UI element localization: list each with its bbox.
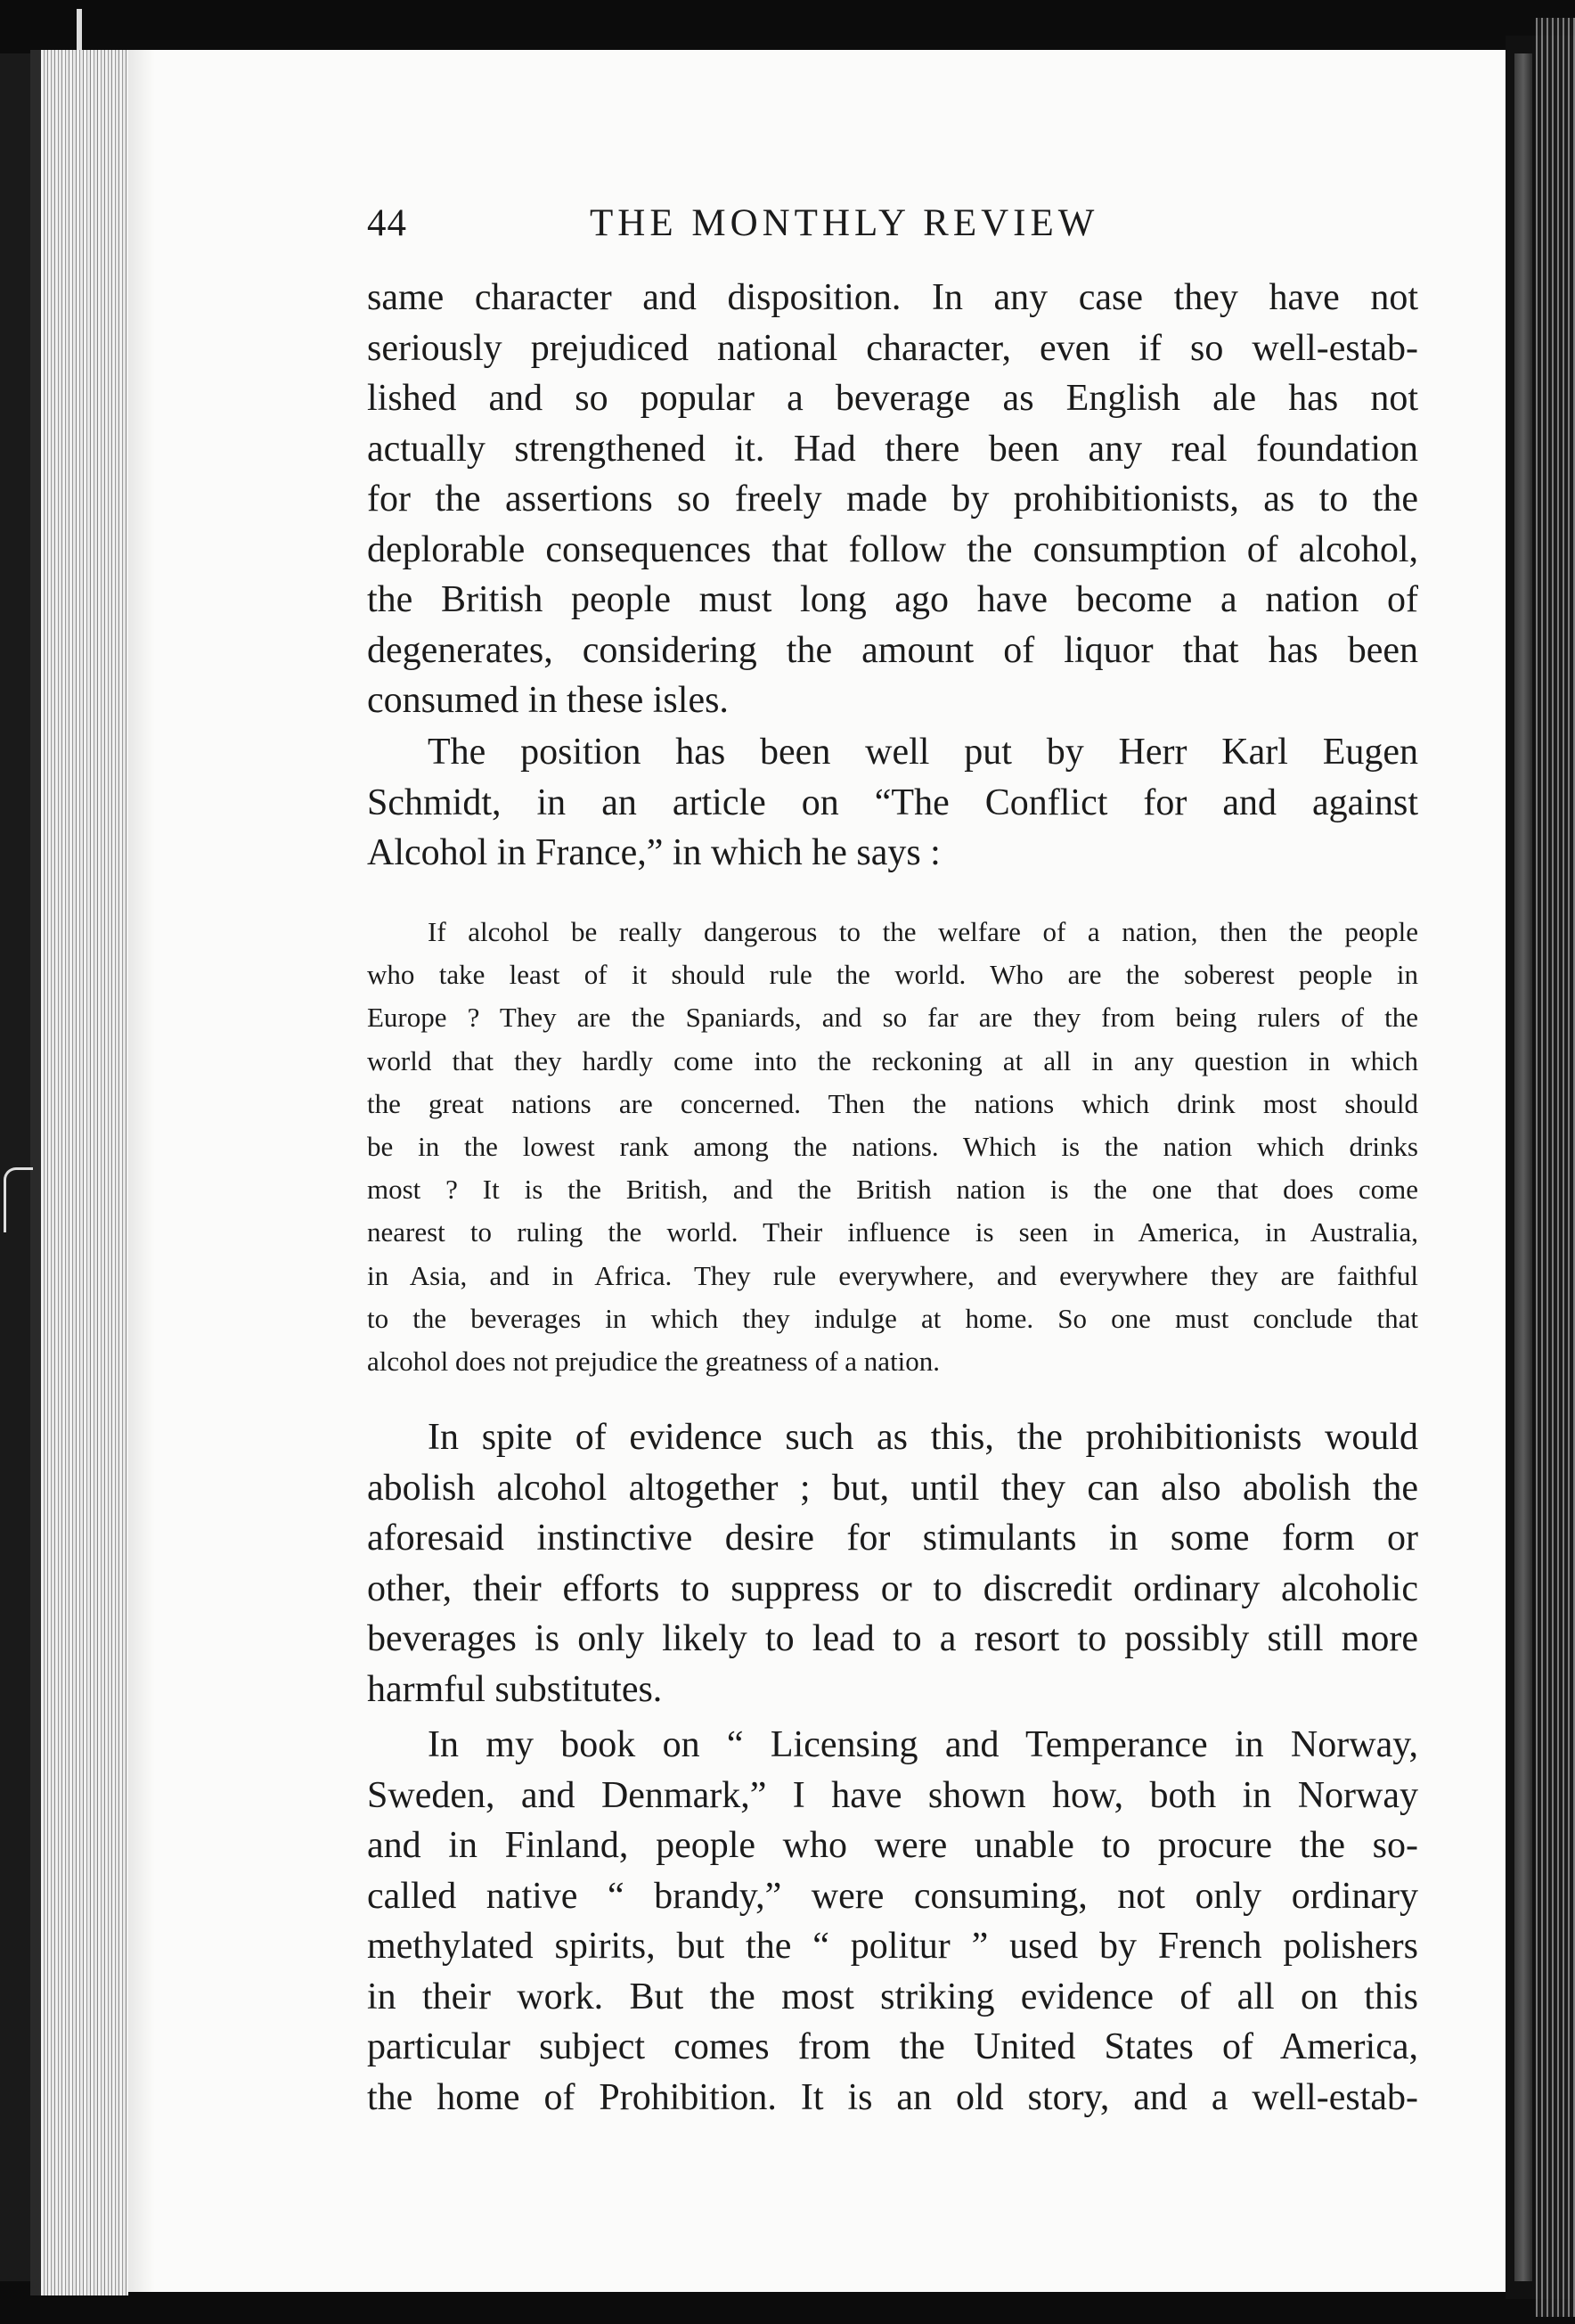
paragraph xyxy=(367,1720,1418,2123)
quote-line: world that they hardly come into the reckoning at all in any question in which xyxy=(367,1044,1418,1076)
quote-line: Europe ? They are the Spaniards, and so far are they from being rulers of the xyxy=(367,1002,1418,1034)
paragraph xyxy=(367,1412,1418,1714)
text-line: harmful substitutes. xyxy=(367,1668,663,1710)
text-line: called native “ brandy,” were consuming, not only ordinary xyxy=(367,1875,1418,1917)
text-line: Alcohol in France,” in which he says : xyxy=(367,832,941,873)
quote-line: most ? It is the British, and the British nation is the one that does come xyxy=(367,1174,1418,1206)
page-edges-left xyxy=(30,50,128,2295)
text-line: the British people must long ago have become a nation of xyxy=(367,579,1418,620)
scan-mark xyxy=(4,1167,33,1232)
text-line: methylated spirits, but the “ politur ” used by French polishers xyxy=(367,1926,1418,1967)
text-line: abolish alcohol altogether ; but, until they can also abolish the xyxy=(367,1467,1418,1509)
text-line: degenerates, considering the amount of liquor that has been xyxy=(367,629,1418,671)
text-line: same character and disposition. In any case they have not xyxy=(367,277,1418,318)
quote-line: alcohol does not prejudice the greatness of a nation. xyxy=(367,1345,941,1377)
page-edges-right xyxy=(1536,18,1575,2317)
text-line: actually strengthened it. Had there been any real foundation xyxy=(367,428,1418,470)
text-line: the home of Prohibition. It is an old story, and a well-estab- xyxy=(367,2076,1418,2118)
quote-line: If alcohol be really dangerous to the welfare of a nation, then the people xyxy=(428,916,1418,947)
text-line: in their work. But the most striking evidence of all on this xyxy=(367,1976,1418,2017)
quote-line: who take least of it should rule the world. Who are the soberest people in xyxy=(367,959,1418,991)
text-line: In my book on “ Licensing and Temperance in Norway, xyxy=(428,1724,1418,1765)
book-spine xyxy=(1514,53,1532,2281)
quote-line: in Asia, and in Africa. They rule everywhere, and everywhere they are faithful xyxy=(367,1259,1418,1291)
paragraph xyxy=(367,273,1418,726)
text-line: for the assertions so freely made by prohibitionists, as to the xyxy=(367,479,1418,520)
scan-mark xyxy=(77,9,82,53)
block-quotation xyxy=(367,911,1418,1383)
text-line: particular subject comes from the United States of America, xyxy=(367,2026,1418,2067)
text-line: consumed in these isles. xyxy=(367,680,729,721)
paragraph xyxy=(367,727,1418,879)
quote-line: to the beverages in which they indulge at home. So one must conclude that xyxy=(367,1302,1418,1334)
quote-line: the great nations are concerned. Then the nations which drink most should xyxy=(367,1087,1418,1119)
journal-title: THE MONTHLY REVIEW xyxy=(590,202,1099,244)
text-line: and in Finland, people who were unable to procure the so- xyxy=(367,1825,1418,1866)
scan-border-top xyxy=(0,0,1575,53)
text-line: Sweden, and Denmark,” I have shown how, both in Norway xyxy=(367,1774,1418,1816)
text-line: Schmidt, in an article on “The Conflict for and against xyxy=(367,781,1418,823)
text-line: beverages is only likely to lead to a resort to possibly still more xyxy=(367,1618,1418,1659)
text-line: lished and so popular a beverage as English ale has not xyxy=(367,378,1418,419)
quote-line: nearest to ruling the world. Their influence is seen in America, in Australia, xyxy=(367,1216,1418,1248)
text-line: other, their efforts to suppress or to discredit ordinary alcoholic xyxy=(367,1567,1418,1609)
running-head xyxy=(367,201,1418,255)
text-line: seriously prejudiced national character, even if so well-estab- xyxy=(367,327,1418,369)
quote-line: be in the lowest rank among the nations. Which is the nation which drinks xyxy=(367,1130,1418,1162)
text-line: deplorable consequences that follow the consumption of alcohol, xyxy=(367,528,1418,570)
text-line: The position has been well put by Herr Karl Eugen xyxy=(428,732,1418,773)
text-line: In spite of evidence such as this, the prohibitionists would xyxy=(428,1417,1418,1458)
page-gutter-shadow xyxy=(128,50,155,2292)
page-number: 44 xyxy=(367,202,407,244)
text-line: aforesaid instinctive desire for stimulants in some form or xyxy=(367,1518,1418,1559)
